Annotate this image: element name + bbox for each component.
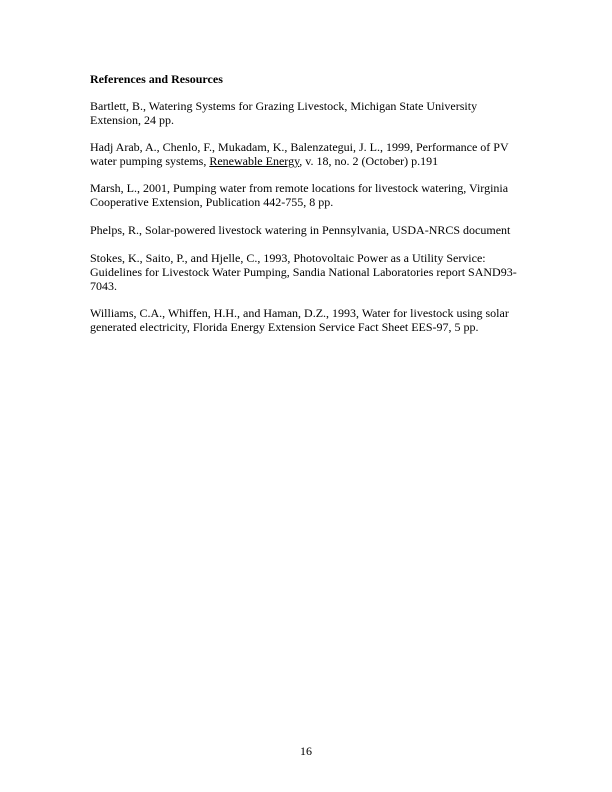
reference-line: Phelps, R., Solar-powered livestock watering in Pennsylvania, USDA-NRCS document	[90, 223, 511, 237]
reference-line: Hadj Arab, A., Chenlo, F., Mukadam, K., Balenzategui, J. L., 1999, Performance of PV	[90, 140, 509, 154]
reference-line: Stokes, K., Saito, P., and Hjelle, C., 1993, Photovoltaic Power as a Utility Service:	[90, 251, 486, 265]
reference-marsh	[90, 182, 530, 210]
reference-line: Extension, 24 pp.	[90, 112, 174, 127]
reference-phelps	[90, 224, 530, 238]
section-heading: References and Resources	[90, 72, 223, 86]
reference-line: Williams, C.A., Whiffen, H.H., and Haman, D.Z., 1993, Water for livestock using solar	[90, 306, 509, 320]
page-number: 16	[300, 744, 312, 758]
reference-line	[90, 155, 530, 169]
reference-text: , v. 18, no. 2 (October) p.191	[299, 153, 439, 168]
reference-line: Cooperative Extension, Publication 442-755, 8 pp.	[90, 194, 334, 209]
reference-line: generated electricity, Florida Energy Extension Service Fact Sheet EES-97, 5 pp.	[90, 319, 479, 334]
reference-line: Bartlett, B., Watering Systems for Grazing Livestock, Michigan State University	[90, 99, 478, 113]
reference-bartlett	[90, 100, 530, 128]
reference-hadj-arab	[90, 141, 530, 169]
journal-title: Renewable Energy	[209, 153, 300, 168]
reference-text: water pumping systems,	[90, 153, 210, 168]
reference-williams	[90, 307, 530, 335]
reference-stokes	[90, 252, 530, 293]
reference-line: Marsh, L., 2001, Pumping water from remote locations for livestock watering, Virginia	[90, 181, 509, 195]
reference-line: Guidelines for Livestock Water Pumping, Sandia National Laboratories report SAND93-	[90, 264, 517, 279]
reference-line: 7043.	[90, 278, 117, 293]
